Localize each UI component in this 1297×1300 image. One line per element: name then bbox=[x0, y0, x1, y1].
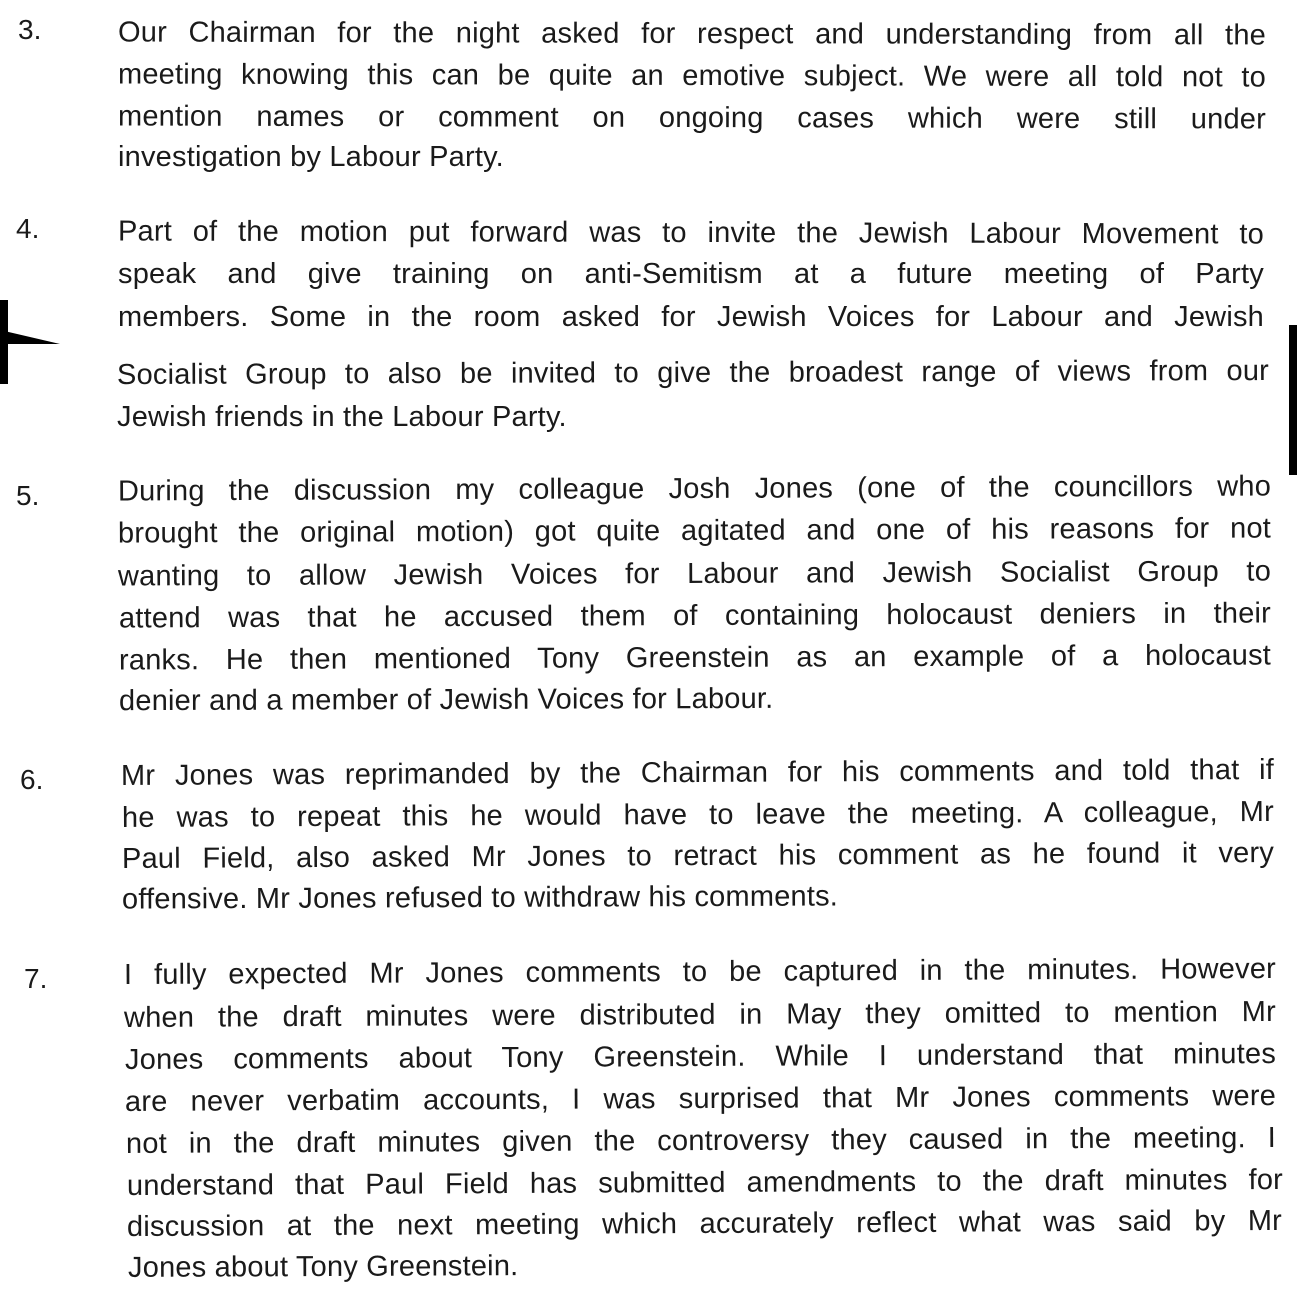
paragraph-line: attend was that he accused them of containing holocaust deniers in their bbox=[118, 597, 1272, 635]
paragraph-number: 3. bbox=[18, 14, 42, 45]
paragraph-line: Jewish friends in the Labour Party. bbox=[117, 401, 567, 433]
paragraph-line: Socialist Group to also be invited to give the broadest range of views from our bbox=[116, 354, 1270, 392]
paragraph-line: During the discussion my colleague Josh Jones (one of the councillors who bbox=[117, 470, 1272, 508]
paragraph-number: 7. bbox=[24, 963, 48, 994]
paragraph-line: Our Chairman for the night asked for respect and understanding from all the bbox=[117, 16, 1267, 52]
paragraph-line: Mr Jones was reprimanded by the Chairman for his comments and told that if bbox=[120, 753, 1275, 793]
paragraph-line: denier and a member of Jewish Voices for Labour. bbox=[118, 682, 774, 718]
paragraph-line: members. Some in the room asked for Jewish Voices for Labour and Jewish bbox=[118, 301, 1264, 333]
paragraph-line: mention names or comment on ongoing cases which were still under bbox=[117, 100, 1267, 136]
paragraph-number: 5. bbox=[16, 480, 40, 511]
paragraph-line: wanting to allow Jewish Voices for Labour and Jewish Socialist Group to bbox=[117, 555, 1272, 593]
paragraph-line: Paul Field, also asked Mr Jones to retract his comment as he found it very bbox=[121, 836, 1275, 876]
paragraph-line: meeting knowing this can be quite an emotive subject. We were all told not to bbox=[117, 58, 1267, 94]
paragraph-line: ranks. He then mentioned Tony Greenstein as an example of a holocaust bbox=[118, 639, 1272, 677]
paragraph-line: Part of the motion put forward was to invite the Jewish Labour Movement to bbox=[117, 215, 1265, 251]
paragraph-line: are never verbatim accounts, I was surprised that Mr Jones comments were bbox=[124, 1079, 1277, 1119]
paragraph-line: Jones comments about Tony Greenstein. While I understand that minutes bbox=[124, 1037, 1277, 1077]
paragraph-line: offensive. Mr Jones refused to withdraw his comments. bbox=[121, 880, 839, 916]
paragraph-line: understand that Paul Field has submitted amendments to the draft minutes for bbox=[126, 1163, 1284, 1203]
paragraph-line: not in the draft minutes given the controversy they caused in the meeting. I bbox=[125, 1121, 1277, 1161]
paragraph-number: 6. bbox=[20, 764, 44, 795]
paragraph-line: brought the original motion) got quite agitated and one of his reasons for not bbox=[117, 512, 1272, 550]
paragraph-line: when the draft minutes were distributed in May they omitted to mention Mr bbox=[123, 995, 1277, 1035]
paragraph-line: investigation by Labour Party. bbox=[118, 141, 504, 173]
paragraph-line: Jones about Tony Greenstein. bbox=[127, 1250, 519, 1284]
paragraph-line: discussion at the next meeting which accurately reflect what was said by Mr bbox=[126, 1204, 1283, 1244]
paragraph-line: he was to repeat this he would have to leave the meeting. A colleague, Mr bbox=[121, 795, 1275, 835]
scan-edge-mark-left-wedge bbox=[0, 330, 60, 344]
scan-edge-mark-right bbox=[1289, 325, 1297, 475]
paragraph-line: I fully expected Mr Jones comments to be captured in the minutes. However bbox=[123, 952, 1277, 992]
paragraph-line: speak and give training on anti-Semitism at a future meeting of Party bbox=[118, 258, 1264, 290]
paragraph-number: 4. bbox=[16, 213, 40, 244]
